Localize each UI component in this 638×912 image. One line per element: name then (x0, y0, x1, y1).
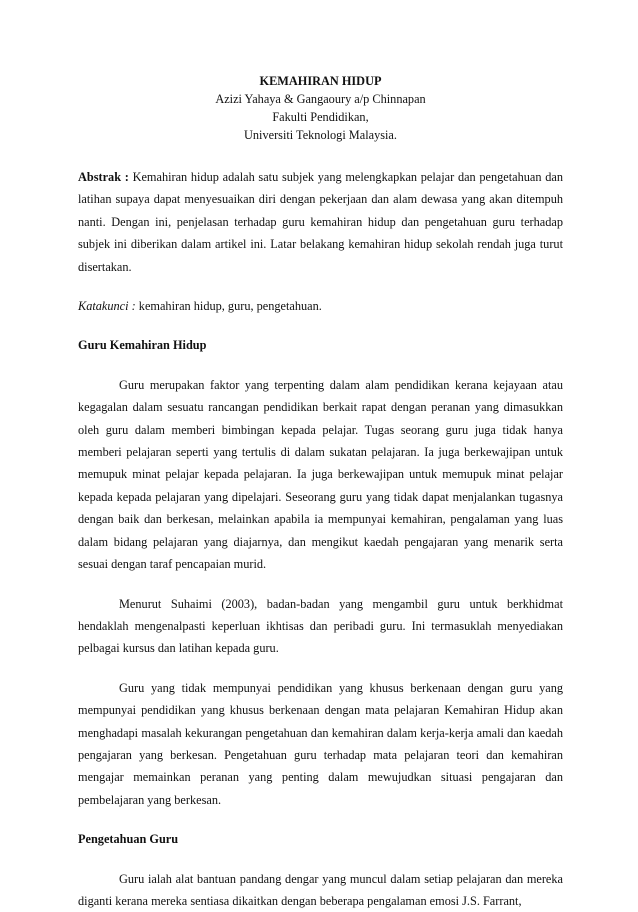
section-heading-guru-kemahiran-hidup: Guru Kemahiran Hidup (78, 338, 207, 353)
keywords-paragraph (78, 295, 563, 317)
keywords-text: kemahiran hidup, guru, pengetahuan. (138, 299, 322, 314)
paper-title: KEMAHIRAN HIDUP (259, 74, 382, 88)
body-paragraph-2: Menurut Suhaimi (2003), badan-badan yang mengambil guru untuk berkhidmat hendaklah mengenalpasti keperluan ikhtisas dan peribadi guru. Ini termasuklah menyediakan pelbagai kursus dan latihan kepada guru. (78, 596, 563, 656)
body-paragraph-1: Guru merupakan faktor yang terpenting dalam alam pendidikan kerana kejayaan atau kegagalan dalam sesuatu rancangan pendidikan berkait rapat dengan peranan yang dimasukkan oleh guru dalam memberi bimbingan kepada pelajar. Tugas seorang guru juga tidak hanya memberi pelajaran seperti yang tertulis di dalam sukatan pelajaran. Ia juga berkewajipan untuk memupuk minat pelajar kepada pelajaran. Ia juga berkewajipan untuk memupuk minat pelajar kepada kepada pelajaran yang dipelajari. Seseorang guru yang tidak dapat menjalankan tugasnya dengan baik dan berkesan, melainkan apabila ia mempunyai kemahiran, pengalaman yang luas dalam bidang pelajaran yang diajarnya, dan mengikut kaedah pengajaran yang menarik serta sesuai dengan taraf pencapaian murid. (78, 377, 563, 572)
paper-header (78, 72, 563, 144)
keywords-label: Katakunci : (78, 299, 136, 314)
section-heading-pengetahuan-guru: Pengetahuan Guru (78, 832, 179, 847)
paper-university: Universiti Teknologi Malaysia. (244, 128, 397, 142)
body-paragraph-4: Guru ialah alat bantuan pandang dengar yang muncul dalam setiap pelajaran dan mereka diganti kerana mereka sentiasa dikaitkan dengan beberapa pengalaman emosi J.S. Farrant, (78, 871, 563, 908)
body-paragraph-3: Guru yang tidak mempunyai pendidikan yang khusus berkenaan dengan guru yang mempunyai pendidikan yang khusus berkenaan dengan mata pelajaran Kemahiran Hidup akan menghadapi masalah kekurangan pengetahuan dan kemahiran dalam kerja-kerja amali dan kaedah pengajaran yang berkesan. Pengetahuan guru terhadap mata pelajaran teori dan kemahiran mengajar memainkan peranan yang penting dalam mewujudkan situasi pengajaran dan pembelajaran yang berkesan. (78, 680, 563, 807)
abstract-text: Kemahiran hidup adalah satu subjek yang melengkapkan pelajar dan pengetahuan dan latihan supaya dapat menyesuaikan diri dengan pekerjaan dan alam dewasa yang akan ditempuh nanti. Dengan ini, penjelasan terhadap guru kemahiran hidup dan pengetahuan guru terhadap subjek ini diberikan dalam artikel ini. Latar belakang kemahiran hidup sekolah rendah juga turut disertakan. (78, 170, 564, 274)
paper-faculty: Fakulti Pendidikan, (272, 110, 369, 124)
abstract-label: Abstrak : (78, 170, 129, 184)
paper-authors: Azizi Yahaya & Gangaoury a/p Chinnapan (215, 92, 426, 106)
abstract-paragraph (78, 166, 563, 278)
document-page (78, 72, 563, 912)
